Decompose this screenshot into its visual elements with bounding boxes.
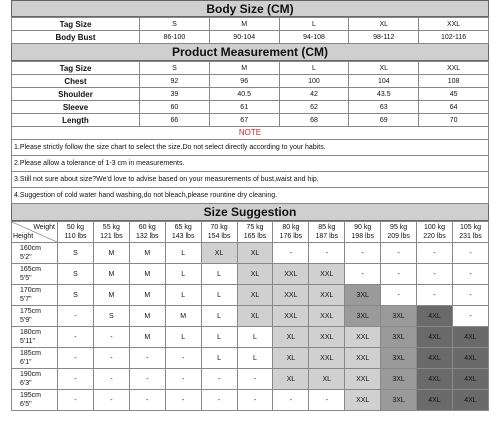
size-suggestion-cell: M [129,243,165,264]
product-measurement-cell: 100 [279,75,349,88]
size-suggestion-cell: XXL [309,327,345,348]
product-measurement-row-label: Sleeve [12,101,140,114]
product-measurement-cell: 64 [419,101,489,114]
product-measurement-row [12,101,489,114]
size-suggestion-cell: S [58,285,94,306]
size-suggestion-cell: L [201,327,237,348]
size-suggestion-cell: XL [309,369,345,390]
product-measurement-cell: 60 [140,101,210,114]
body-size-cell: 94-108 [279,31,349,44]
size-suggestion-cell: - [237,390,273,411]
size-suggestion-cell: - [58,348,94,369]
size-suggestion-cell: - [129,369,165,390]
size-suggestion-cell: XXL [273,306,309,327]
product-measurement-cell: 66 [140,114,210,127]
size-suggestion-row [12,306,489,327]
product-measurement-cell: 45 [419,88,489,101]
size-suggestion-cell: - [273,243,309,264]
size-suggestion-cell: - [345,264,381,285]
product-measurement-title: Product Measurement (CM) [11,44,489,61]
size-suggestion-cell: M [93,243,129,264]
note-line: 4.Suggestion of cold water hand washing,do not bleach,please rountine dry cleaning. [14,192,278,199]
size-suggestion-row [12,327,489,348]
size-suggestion-cell: XL [273,348,309,369]
size-suggestion-cell: XL [237,285,273,306]
size-suggestion-cell: XXL [309,306,345,327]
size-suggestion-cell: 3XL [381,348,417,369]
note-line: 2.Please allow a tolerance of 1-3 cm in measurements. [12,156,488,172]
size-suggestion-cell: - [381,285,417,306]
size-suggestion-row [12,243,489,264]
product-measurement-row-label: Chest [12,75,140,88]
product-measurement-cell: 62 [279,101,349,114]
note-line: 3.Still not sure about size?We'd love to advise based on your measurements of bust,waist and hip. [12,172,488,188]
size-suggestion-cell: M [165,306,201,327]
body-size-cell: 98-112 [349,31,419,44]
weight-header: 50 kg 110 lbs [58,222,94,243]
size-suggestion-cell: M [93,285,129,306]
size-suggestion-cell: - [129,348,165,369]
body-size-cell: S [140,18,210,31]
body-size-cell: 90-104 [209,31,279,44]
size-suggestion-row [12,285,489,306]
size-suggestion-cell: - [273,390,309,411]
weight-header: 85 kg 187 lbs [309,222,345,243]
size-suggestion-cell: 4XL [452,369,488,390]
size-suggestion-cell: XL [273,369,309,390]
size-suggestion-table [11,221,489,411]
size-suggestion-cell: 4XL [417,306,453,327]
product-measurement-cell: 68 [279,114,349,127]
product-measurement-cell: 42 [279,88,349,101]
product-measurement-cell: 67 [209,114,279,127]
product-measurement-cell: XXL [419,62,489,75]
body-size-row-label: Tag Size [12,18,140,31]
product-measurement-cell: 92 [140,75,210,88]
size-suggestion-cell: M [129,306,165,327]
body-size-cell: 102-116 [419,31,489,44]
height-header: 180cm 5'11" [12,327,58,348]
size-suggestion-cell: XL [237,264,273,285]
product-measurement-row [12,114,489,127]
height-header: 190cm 6'3" [12,369,58,390]
size-suggestion-cell: - [58,327,94,348]
weight-header: 80 kg 176 lbs [273,222,309,243]
body-size-row [12,18,489,31]
size-suggestion-cell: L [165,243,201,264]
product-measurement-table [11,61,489,127]
product-measurement-cell: XL [349,62,419,75]
size-suggestion-cell: - [165,348,201,369]
size-suggestion-cell: L [201,306,237,327]
size-suggestion-cell: 3XL [381,369,417,390]
size-suggestion-cell: - [381,243,417,264]
size-suggestion-cell: - [237,369,273,390]
body-size-cell: XL [349,18,419,31]
product-measurement-cell: 39 [140,88,210,101]
size-suggestion-cell: - [417,243,453,264]
size-suggestion-cell: L [201,348,237,369]
size-suggestion-cell: - [201,390,237,411]
size-suggestion-row [12,264,489,285]
size-suggestion-cell: M [129,285,165,306]
size-suggestion-cell: - [309,390,345,411]
body-size-cell: M [209,18,279,31]
size-suggestion-cell: 4XL [452,348,488,369]
product-measurement-cell: 104 [349,75,419,88]
size-suggestion-cell: - [381,264,417,285]
size-suggestion-cell: 4XL [452,390,488,411]
body-size-row [12,31,489,44]
size-suggestion-cell: 3XL [381,327,417,348]
size-suggestion-cell: XXL [345,369,381,390]
note-title: NOTE [12,127,488,140]
size-suggestion-cell: 3XL [345,285,381,306]
size-suggestion-cell: - [201,369,237,390]
product-measurement-row-label: Tag Size [12,62,140,75]
size-suggestion-cell: M [129,264,165,285]
size-suggestion-cell: 4XL [452,327,488,348]
size-suggestion-cell: 4XL [417,369,453,390]
size-suggestion-cell: M [129,327,165,348]
product-measurement-cell: 70 [419,114,489,127]
size-suggestion-cell: 4XL [417,348,453,369]
product-measurement-cell: 96 [209,75,279,88]
size-suggestion-cell: - [452,306,488,327]
size-suggestion-cell: L [165,327,201,348]
size-suggestion-cell: - [417,285,453,306]
size-suggestion-row [12,369,489,390]
size-suggestion-cell: 3XL [381,390,417,411]
product-measurement-row [12,88,489,101]
size-suggestion-row [12,390,489,411]
height-header: 175cm 5'9" [12,306,58,327]
weight-header: 60 kg 132 lbs [129,222,165,243]
size-suggestion-cell: - [165,390,201,411]
size-suggestion-cell: XXL [273,285,309,306]
product-measurement-row [12,75,489,88]
size-suggestion-cell: - [309,243,345,264]
product-measurement-row-label: Length [12,114,140,127]
weight-header: 65 kg 143 lbs [165,222,201,243]
weight-header: 105 kg 231 lbs [452,222,488,243]
size-suggestion-cell: S [93,306,129,327]
weight-header: 70 kg 154 lbs [201,222,237,243]
size-suggestion-cell: - [129,390,165,411]
size-suggestion-cell: 3XL [345,306,381,327]
body-size-cell: XXL [419,18,489,31]
size-suggestion-cell: L [165,285,201,306]
size-suggestion-cell: XL [201,243,237,264]
product-measurement-cell: 69 [349,114,419,127]
body-size-table [11,17,489,44]
size-suggestion-cell: XXL [345,327,381,348]
weight-header: 75 kg 165 lbs [237,222,273,243]
height-header: 195cm 6'5" [12,390,58,411]
product-measurement-row-label: Shoulder [12,88,140,101]
size-suggestion-cell: S [58,264,94,285]
height-header: 185cm 6'1" [12,348,58,369]
size-suggestion-cell: XL [237,243,273,264]
weight-header: 55 kg 121 lbs [93,222,129,243]
product-measurement-row [12,62,489,75]
size-suggestion-cell: XXL [309,285,345,306]
size-suggestion-cell: - [93,390,129,411]
weight-header: 100 kg 220 lbs [417,222,453,243]
height-header: 165cm 5'5" [12,264,58,285]
note-line: 1.Please strictly follow the size chart to select the size.Do not select directly according to your habits. [12,140,488,156]
weight-header: 90 kg 198 lbs [345,222,381,243]
size-suggestion-cell: L [237,327,273,348]
size-suggestion-cell: - [58,369,94,390]
height-header: 160cm 5'2" [12,243,58,264]
size-suggestion-cell: L [165,264,201,285]
size-suggestion-cell: - [93,327,129,348]
body-size-cell: L [279,18,349,31]
size-suggestion-cell: XXL [345,348,381,369]
weight-header: 95 kg 209 lbs [381,222,417,243]
size-suggestion-title: Size Suggestion [11,204,489,221]
size-suggestion-cell: - [417,264,453,285]
size-suggestion-cell: S [58,243,94,264]
size-suggestion-cell: XXL [345,390,381,411]
corner-cell [12,222,58,243]
size-suggestion-cell: - [345,243,381,264]
corner-weight-label: Weight [33,224,55,231]
product-measurement-cell: 40.5 [209,88,279,101]
size-suggestion-cell: M [93,264,129,285]
body-size-title: Body Size (CM) [11,0,489,17]
size-suggestion-cell: L [237,348,273,369]
size-suggestion-cell: 3XL [381,306,417,327]
size-suggestion-cell: 4XL [417,327,453,348]
size-suggestion-cell: XXL [309,348,345,369]
size-suggestion-cell: L [201,264,237,285]
size-suggestion-row [12,348,489,369]
size-suggestion-cell: - [452,264,488,285]
body-size-row-label: Body Bust [12,31,140,44]
height-header: 170cm 5'7" [12,285,58,306]
size-suggestion-cell: XXL [273,264,309,285]
notes-block [11,127,489,204]
product-measurement-cell: 43.5 [349,88,419,101]
size-suggestion-cell: - [93,369,129,390]
product-measurement-cell: M [209,62,279,75]
size-suggestion-cell: - [165,369,201,390]
size-suggestion-cell: - [93,348,129,369]
size-suggestion-cell: - [452,243,488,264]
product-measurement-cell: S [140,62,210,75]
size-suggestion-cell: L [201,285,237,306]
size-suggestion-cell: XXL [309,264,345,285]
size-suggestion-cell: XL [273,327,309,348]
size-suggestion-cell: - [58,390,94,411]
size-suggestion-cell: - [452,285,488,306]
size-suggestion-cell: XL [237,306,273,327]
corner-height-label: Height [13,233,34,240]
product-measurement-cell: 108 [419,75,489,88]
product-measurement-cell: 63 [349,101,419,114]
body-size-cell: 86-100 [140,31,210,44]
size-suggestion-cell: - [58,306,94,327]
product-measurement-cell: L [279,62,349,75]
product-measurement-cell: 61 [209,101,279,114]
size-suggestion-cell: 4XL [417,390,453,411]
